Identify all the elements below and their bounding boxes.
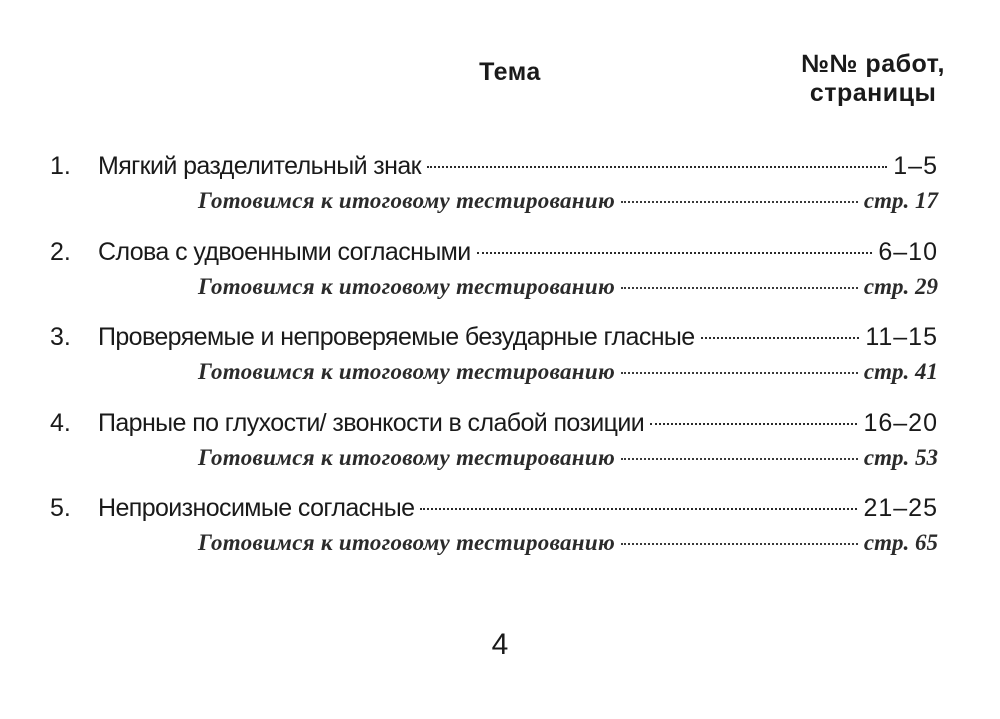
dot-leader bbox=[621, 521, 858, 545]
toc-entry-title: Проверяемые и непроверяемые безударные гласные bbox=[98, 323, 695, 351]
toc-entry-test-page: стр. 29 bbox=[863, 273, 938, 299]
dot-leader bbox=[621, 265, 858, 289]
toc-entry-number: 1. bbox=[50, 152, 71, 180]
toc-entry-work-range: 16–20 bbox=[863, 408, 938, 437]
toc-entry bbox=[50, 146, 938, 232]
toc-entry-number: 3. bbox=[50, 323, 71, 351]
toc-entry-sub-line bbox=[50, 184, 938, 216]
toc-entry-test-page: стр. 17 bbox=[863, 188, 938, 213]
dot-leader bbox=[427, 140, 887, 168]
toc-entry-title: Мягкий разделительный знак bbox=[98, 152, 421, 180]
toc-entry-title: Непроизносимые согласные bbox=[98, 494, 415, 522]
dot-leader bbox=[420, 482, 857, 510]
toc-entry-test-page: стр. 65 bbox=[863, 530, 938, 555]
toc-entry-test-title: Готовимся к итоговому тестированию bbox=[198, 444, 616, 470]
toc-entry-number: 2. bbox=[50, 237, 71, 266]
toc-entry-sub-line bbox=[50, 441, 938, 473]
toc-entry bbox=[50, 317, 938, 403]
toc-entry-number: 4. bbox=[50, 408, 71, 437]
table-of-contents bbox=[50, 146, 938, 574]
toc-entry-test-title: Готовимся к итоговому тестированию bbox=[198, 188, 616, 213]
column-header-works-line2: страницы bbox=[809, 79, 937, 107]
toc-entry-sub-line bbox=[50, 526, 938, 558]
toc-entry-test-title: Готовимся к итоговому тестированию bbox=[198, 359, 616, 384]
toc-entry-sub-line bbox=[50, 355, 938, 387]
dot-leader bbox=[621, 350, 858, 374]
toc-entry bbox=[50, 232, 938, 318]
toc-entry-title: Парные по глухости/ звонкости в слабой позиции bbox=[98, 408, 645, 437]
toc-entry-test-page: стр. 53 bbox=[863, 444, 938, 470]
dot-leader bbox=[701, 311, 860, 339]
toc-entry-work-range: 6–10 bbox=[878, 237, 938, 266]
page-number: 4 bbox=[491, 628, 509, 661]
column-header-works-pages bbox=[801, 50, 945, 108]
toc-entry-test-title: Готовимся к итоговому тестированию bbox=[198, 273, 616, 299]
column-header-topic: Тема bbox=[479, 58, 541, 86]
toc-entry-work-range: 21–25 bbox=[863, 494, 938, 522]
toc-entry-work-range: 1–5 bbox=[893, 152, 938, 180]
toc-entry-number: 5. bbox=[50, 494, 71, 522]
toc-entry-title: Слова с удвоенными согласными bbox=[98, 237, 471, 266]
toc-entry-test-title: Готовимся к итоговому тестированию bbox=[198, 530, 616, 555]
toc-entry-test-page: стр. 41 bbox=[863, 359, 938, 384]
toc-entry-work-range: 11–15 bbox=[865, 323, 938, 351]
dot-leader bbox=[650, 397, 857, 425]
toc-entry bbox=[50, 403, 938, 489]
toc-entry bbox=[50, 488, 938, 574]
dot-leader bbox=[621, 436, 858, 460]
column-header-works-line1: №№ работ, bbox=[801, 50, 945, 78]
dot-leader bbox=[477, 226, 873, 254]
dot-leader bbox=[621, 179, 858, 203]
toc-entry-sub-line bbox=[50, 270, 938, 302]
